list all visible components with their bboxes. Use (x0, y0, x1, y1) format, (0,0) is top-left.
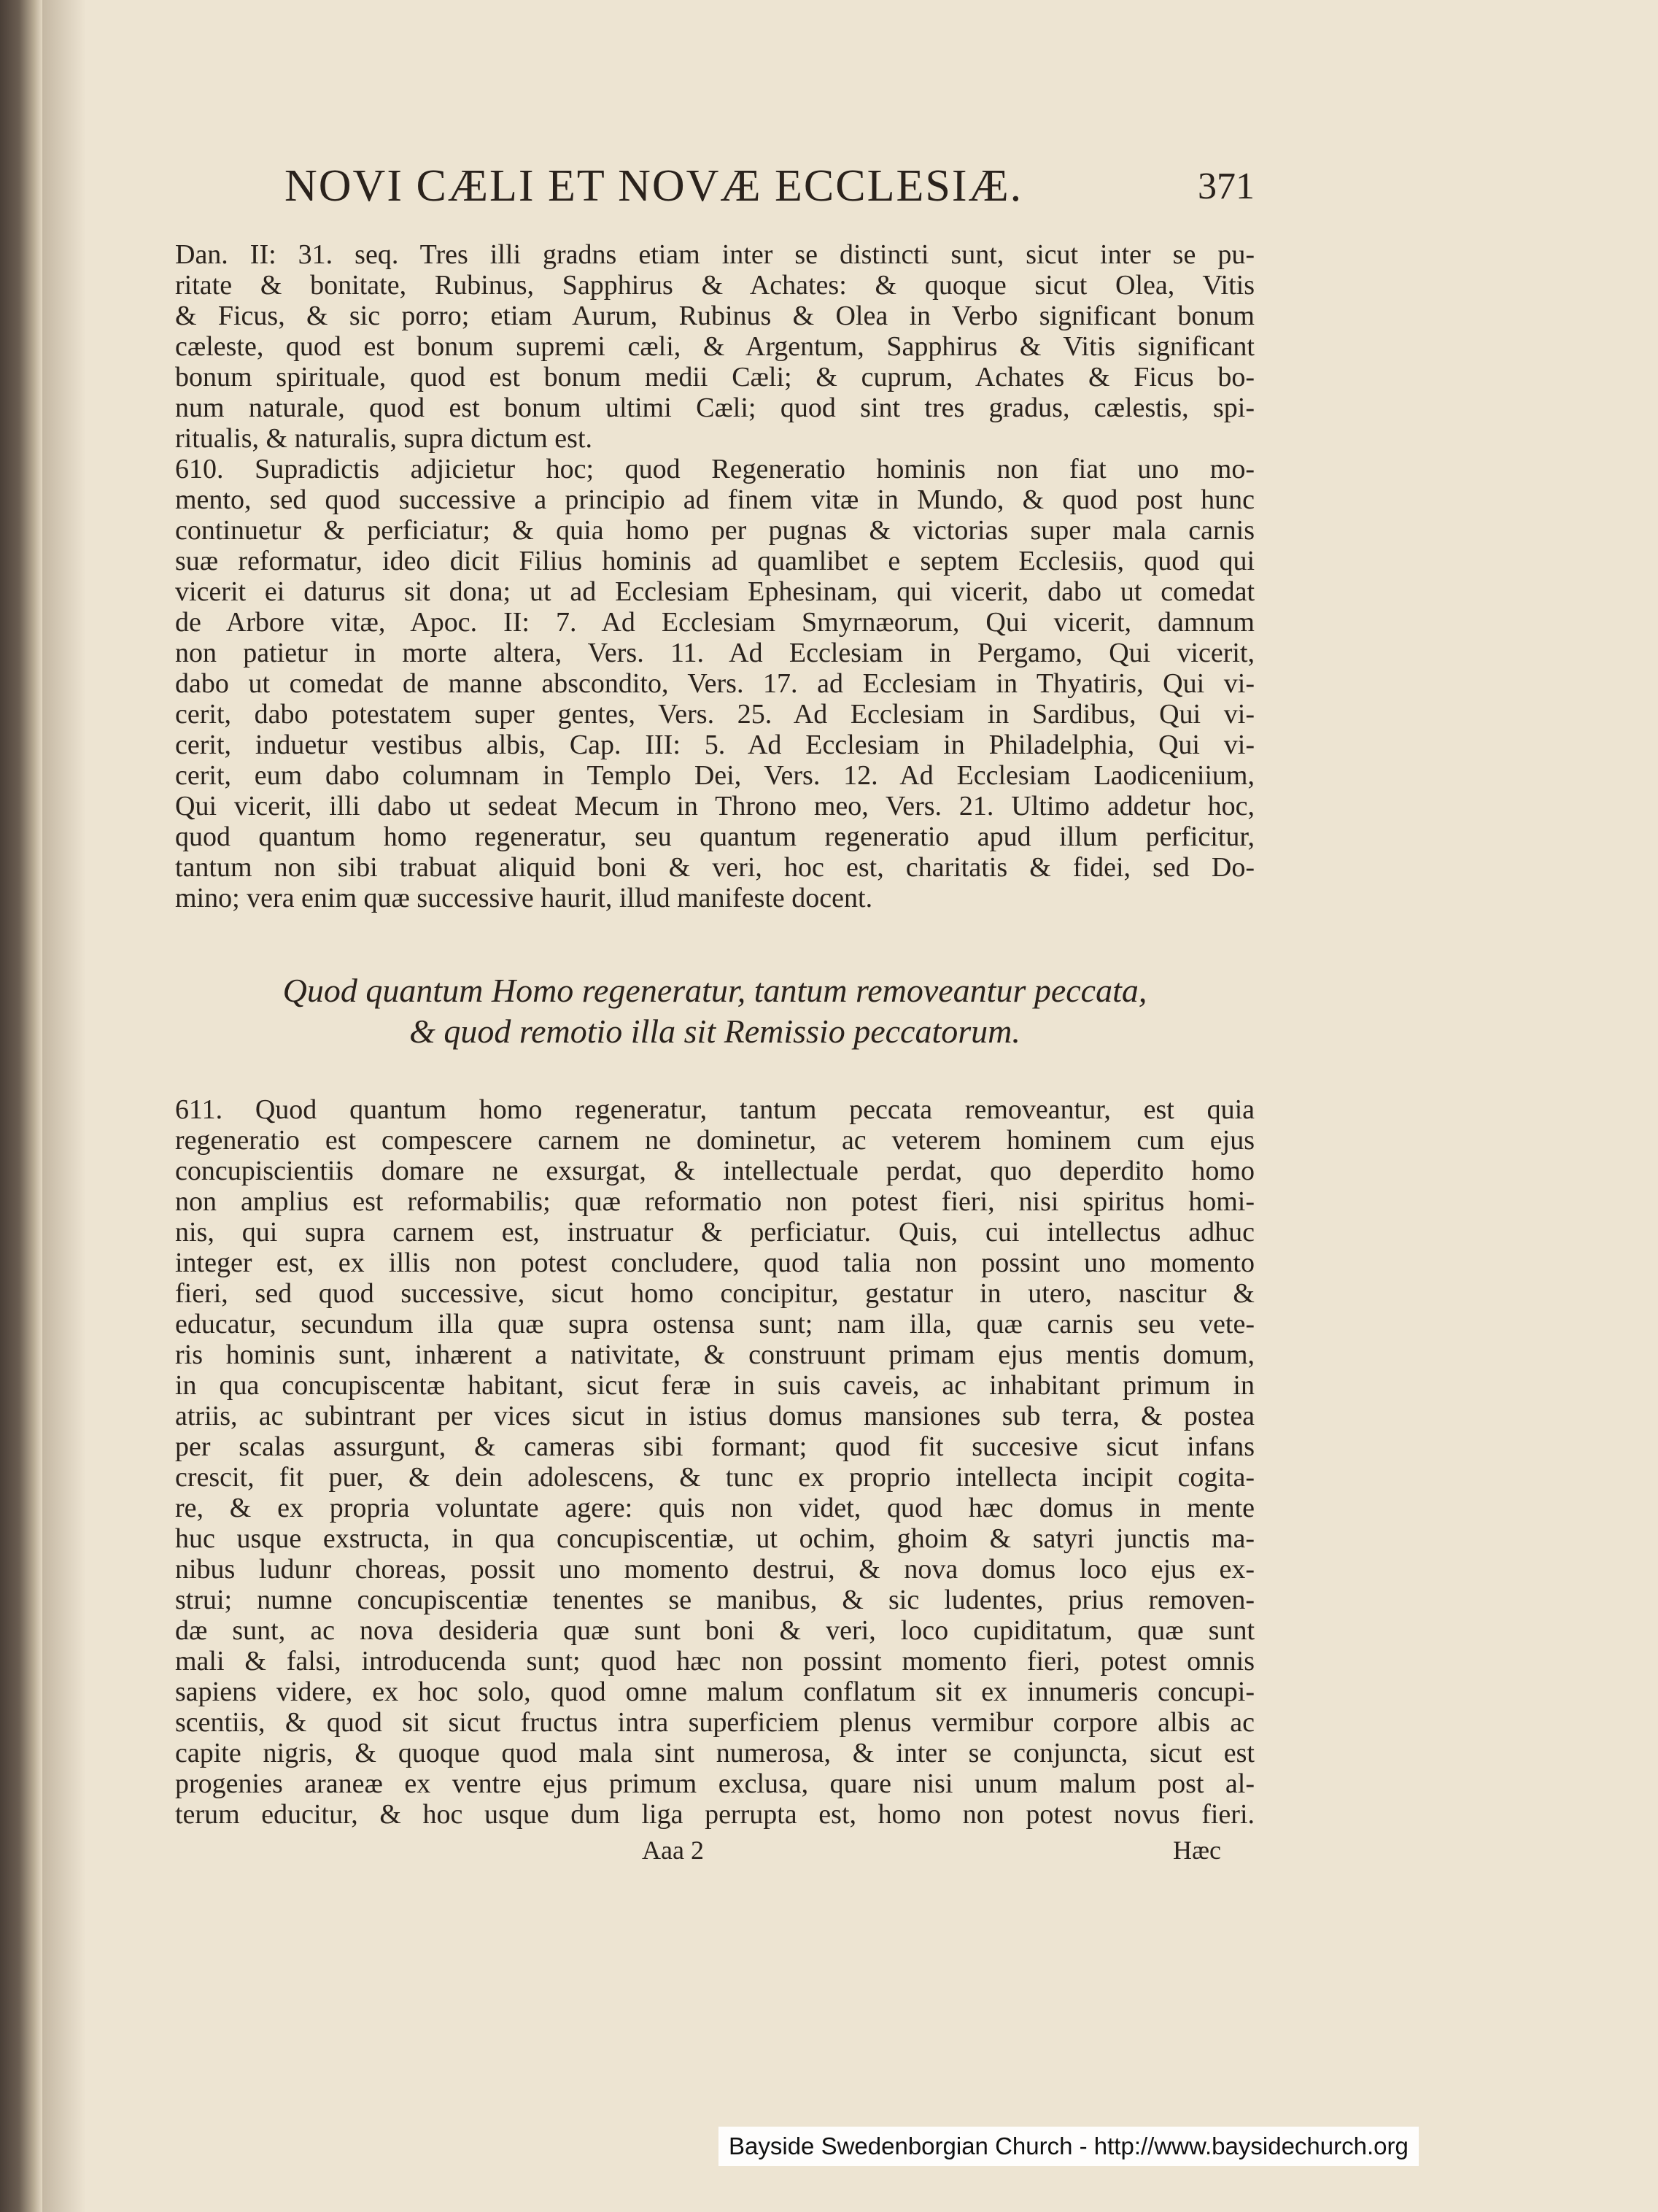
paragraph-610-line: non patietur in morte altera, Vers. 11. Ad Ecclesiam in Pergamo, Qui vicerit, (175, 638, 1255, 668)
paragraph-610-line: tantum non sibi trabuat aliquid boni & veri, hoc est, charitatis & fidei, sed Do- (175, 852, 1255, 883)
section-611 (175, 1094, 1255, 1830)
catchword: Hæc (1173, 1836, 1221, 1865)
paragraph-611-line: nis, qui supra carnem est, instruatur & perficiatur. Quis, cui intellectus adhuc (175, 1217, 1255, 1248)
paragraph-611-line: scentiis, & quod sit sicut fructus intra superficiem plenus vermibur corpore albis ac (175, 1707, 1255, 1738)
page-header (284, 161, 1255, 219)
watermark-link: Bayside Swedenborgian Church - http://www.baysidechurch.org (718, 2127, 1419, 2166)
paragraph-610-line: mino; vera enim quæ successive haurit, illud manifeste docent. (175, 883, 873, 913)
running-head: NOVI CÆLI ET NOVÆ ECCLESIÆ. (284, 161, 1023, 211)
text-line: & Ficus, & sic porro; etiam Aurum, Rubinus & Olea in Verbo significant bonum (175, 301, 1255, 331)
paragraph-611-line: nibus ludunr choreas, possit uno momento destrui, & nova domus loco ejus ex- (175, 1554, 1255, 1585)
paragraph-611-line: crescit, fit puer, & dein adolescens, & tunc ex proprio intellecta incipit cogita- (175, 1462, 1255, 1493)
paragraph-610-line: 610. Supradictis adjicietur hoc; quod Regeneratio hominis non fiat uno mo- (175, 454, 1255, 484)
paragraph-611-line: capite nigris, & quoque quod mala sint numerosa, & inter se conjuncta, sicut est (175, 1738, 1255, 1768)
text-line: Dan. II: 31. seq. Tres illi gradns etiam inter se distincti sunt, sicut inter se pu- (175, 239, 1255, 270)
paragraph-610-line: continuetur & perficiatur; & quia homo per pugnas & victorias super mala carnis (175, 515, 1255, 546)
paragraph-611-line: re, & ex propria voluntate agere: quis non videt, quod hæc domus in mente (175, 1493, 1255, 1523)
paragraph-610-line: cerit, eum dabo columnam in Templo Dei, Vers. 12. Ad Ecclesiam Laodiceniium, (175, 760, 1255, 791)
paragraph-610-line: cerit, induetur vestibus albis, Cap. III: 5. Ad Ecclesiam in Philadelphia, Qui vi- (175, 730, 1255, 760)
paragraph-611-line: concupiscientiis domare ne exsurgat, & intellectuale perdat, quo deperdito homo (175, 1156, 1255, 1186)
paragraph-610-line: vicerit ei daturus sit dona; ut ad Ecclesiam Ephesinam, qui vicerit, dabo ut comedat (175, 576, 1255, 607)
paragraph-610-line: Qui vicerit, illi dabo ut sedeat Mecum in Throno meo, Vers. 21. Ultimo addetur hoc, (175, 791, 1255, 821)
signature-mark: Aaa 2 (642, 1836, 704, 1865)
paragraph-611-line: regeneratio est compescere carnem ne dominetur, ac veterem hominem cum ejus (175, 1125, 1255, 1156)
paragraph-610-line: dabo ut comedat de manne absc​ondito, Vers. 17. ad Ecclesiam in Thyatiris, Qui vi- (175, 668, 1255, 699)
text-line: num naturale, quod est bonum ultimi Cæli; quod sint tres gradus, cælestis, spi- (175, 392, 1255, 423)
paragraph-611-line: in qua concupiscentæ habitant, sicut feræ in suis caveis, ac inhabitant primum in (175, 1370, 1255, 1401)
section-610 (175, 454, 1255, 913)
paragraph-611-line: educatur, secundum illa quæ supra ostensa sunt; nam illa, quæ carnis seu vete- (175, 1309, 1255, 1339)
paragraph-611-line: 611. Quod quantum homo regeneratur, tantum peccata removeantur, est quia (175, 1094, 1255, 1125)
paragraph-610-line: suæ reformatur, ideo dicit Filius hominis ad quamlibet e septem Ecclesiis, quod qui (175, 546, 1255, 576)
paragraph-611-line: sapiens videre, ex hoc solo, quod omne malum conflatum sit ex innumeris concupi- (175, 1677, 1255, 1707)
section-heading (175, 970, 1255, 1052)
paragraph-610-line: mento, sed quod successive a principio ad finem vitæ in Mundo, & quod post hunc (175, 484, 1255, 515)
paragraph-611-line: terum educitur, & hoc usque dum liga perrupta est, homo non potest novus fieri. (175, 1799, 1255, 1830)
text-line: cæleste, quod est bonum supremi cæli, & Argentum, Sapphirus & Vitis significant (175, 331, 1255, 362)
heading-line-1: Quod quantum Homo regeneratur, tantum removeantur peccata, (282, 972, 1147, 1009)
gutter-shadow (42, 0, 86, 2212)
paragraph-610-line: quod quantum homo regeneratur, seu quantum regeneratio apud illum perficitur, (175, 821, 1255, 852)
paragraph-610-line: de Arbore vitæ, Apoc. II: 7. Ad Ecclesiam Smyrnæorum, Qui vicerit, damnum (175, 607, 1255, 638)
paragraph-611-line: progenies araneæ ex ventre ejus primum exclusa, quare nisi unum malum post al- (175, 1768, 1255, 1799)
paragraph-611-line: per scalas assurgunt, & cameras sibi formant; quod fit succesive sicut infans (175, 1431, 1255, 1462)
paragraph-611-line: dæ sunt, ac nova desideria quæ sunt boni & veri, loco cupiditatum, quæ sunt (175, 1615, 1255, 1646)
paragraph-611-line: non amplius est reformabilis; quæ reformatio non potest fieri, nisi spiritus homi- (175, 1186, 1255, 1217)
text-line: ritate & bonitate, Rubinus, Sapphirus & Achates: & quoque sicut Olea, Vitis (175, 270, 1255, 301)
page-number: 371 (1198, 166, 1255, 207)
text-line: ritualis, & naturalis, supra dictum est. (175, 423, 593, 454)
book-gutter (0, 0, 42, 2212)
paragraph-611-line: atriis, ac subintrant per vices sicut in istius domus mansiones sub terra, & postea (175, 1401, 1255, 1431)
paragraph-611-line: ris hominis sunt, inhærent a nativitate, & construunt primam ejus mentis domum, (175, 1339, 1255, 1370)
text-line: bonum spirituale, quod est bonum medii Cæli; & cuprum, Achates & Ficus bo- (175, 362, 1255, 392)
section-609-end (175, 239, 1255, 454)
paragraph-611-line: strui; numne concupiscentiæ tenentes se manibus, & sic ludentes, prius removen- (175, 1585, 1255, 1615)
paragraph-611-line: huc usque exstructa, in qua concupiscentiæ, ut ochim, ghoim & satyri junctis ma- (175, 1523, 1255, 1554)
paragraph-610-line: cerit, dabo potestatem super gentes, Vers. 25. Ad Ecclesiam in Sardibus, Qui vi- (175, 699, 1255, 730)
heading-line-2: & quod remotio illa sit Remissio peccatorum. (409, 1013, 1020, 1050)
paragraph-611-line: fieri, sed quod successive, sicut homo concipitur, gestatur in utero, nascitur & (175, 1278, 1255, 1309)
paragraph-611-line: mali & falsi, introducenda sunt; quod hæc non possint momento fieri, potest omnis (175, 1646, 1255, 1677)
paragraph-611-line: integer est, ex illis non potest concludere, quod talia non possint uno momento (175, 1248, 1255, 1278)
